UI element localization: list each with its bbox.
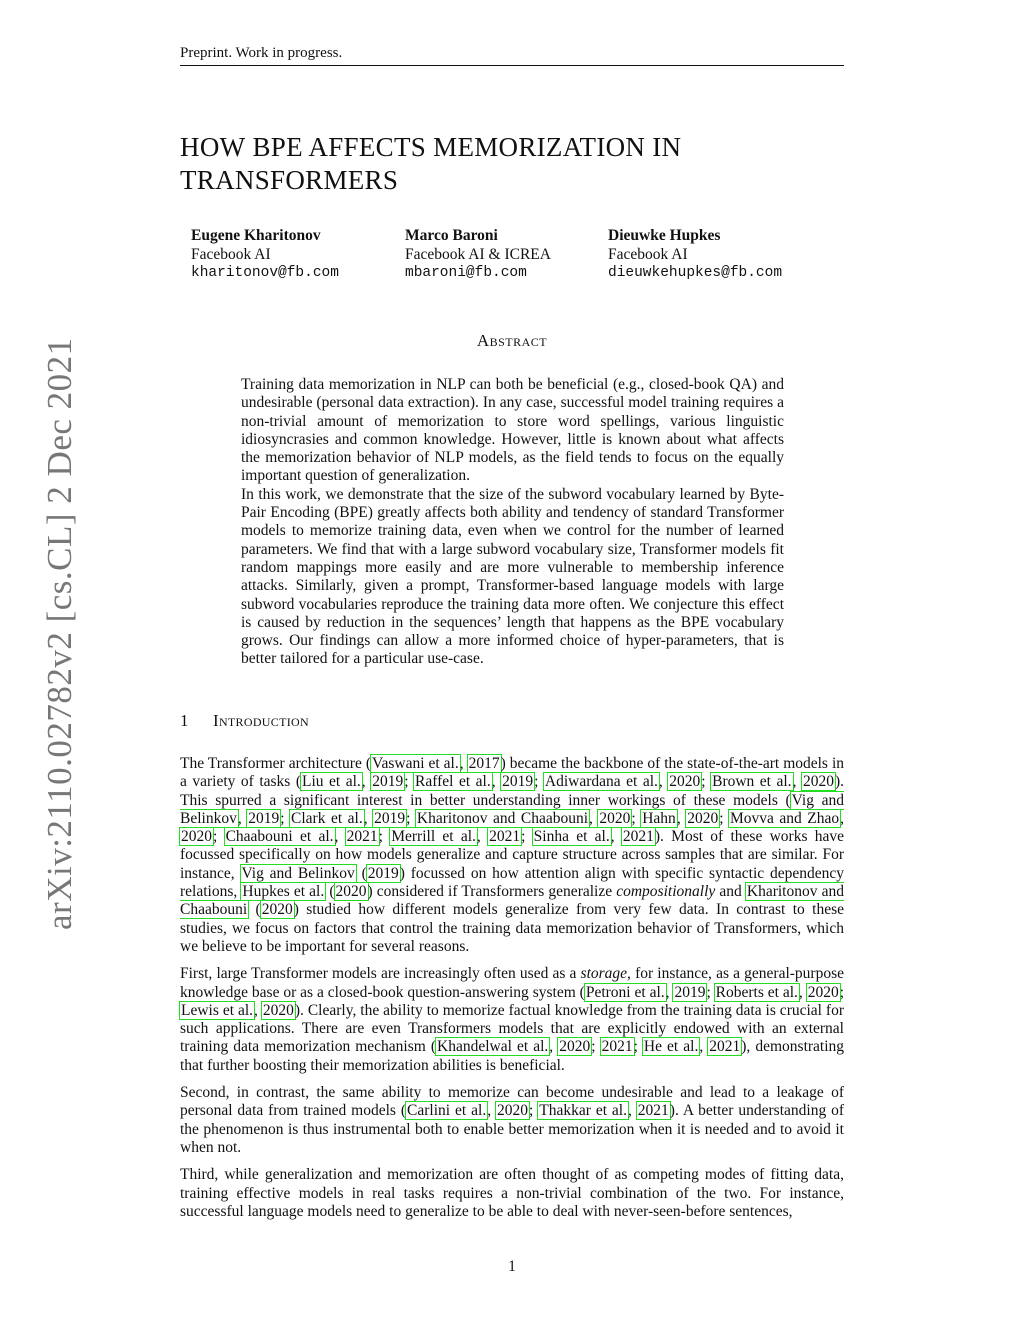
- citation-link[interactable]: Chaabouni et al.: [225, 828, 334, 846]
- citation-link[interactable]: 2019: [374, 809, 406, 827]
- citation-link[interactable]: Raffel et al.: [415, 773, 491, 791]
- citation-link[interactable]: 2020: [807, 983, 839, 1001]
- text-run: ,: [589, 809, 599, 827]
- text-run: ;: [701, 773, 712, 791]
- title-part: H: [180, 132, 200, 162]
- text-run: ,: [334, 828, 346, 846]
- citation-link[interactable]: 2021: [622, 828, 654, 846]
- citation-link[interactable]: Thakkar et al.: [539, 1102, 627, 1120]
- text-run: ). A better understanding of the phenomenon is thus instrumental both to enable better memorization when it is needed and to avoid it when not.: [180, 1102, 845, 1156]
- citation-link[interactable]: 2020: [687, 809, 719, 827]
- text-run: ) considered if Transformers generalize: [367, 883, 617, 901]
- text-run: ,: [237, 809, 248, 827]
- section-title: Introduction: [213, 711, 309, 730]
- citation-link[interactable]: Vaswani et al.: [371, 755, 459, 772]
- author-affiliation: Facebook AI: [608, 245, 688, 263]
- text-run: ,: [254, 1001, 262, 1019]
- author-email[interactable]: dieuwkehupkes@fb.com: [608, 265, 783, 281]
- text-run: ;: [521, 828, 533, 846]
- text-run: ,: [487, 1102, 497, 1120]
- citation-link[interactable]: Clark et al.: [291, 809, 363, 827]
- body-paragraph: [180, 1166, 844, 1221]
- citation-link[interactable]: Kharitonov and Chaabouni: [416, 809, 589, 827]
- text-run: ,: [459, 755, 468, 772]
- title-part: BPE A: [245, 132, 329, 162]
- citation-link[interactable]: 2020: [669, 773, 701, 791]
- author-name: Marco Baroni: [405, 227, 498, 244]
- text-run: ;: [280, 809, 291, 827]
- text-run: ,: [665, 983, 674, 1001]
- author-affiliation: Facebook AI: [191, 245, 271, 263]
- paper-title: [180, 131, 840, 197]
- citation-link[interactable]: Merrill et al.: [391, 828, 476, 846]
- text-run: (: [325, 883, 335, 901]
- citation-link[interactable]: He et al.: [643, 1038, 699, 1056]
- text-run: ;: [706, 983, 715, 1001]
- text-run: ,: [361, 773, 372, 791]
- text-run: ;: [839, 983, 845, 1001]
- section-heading: [180, 711, 309, 731]
- citation-link[interactable]: 2020: [262, 1001, 294, 1019]
- citation-link[interactable]: 2021: [346, 828, 378, 846]
- text-run: ) became the backbone of the state-of-the-art models in a variety of tasks (: [180, 755, 845, 791]
- text-run: ,: [699, 1038, 709, 1056]
- emphasis-text: storage: [580, 965, 628, 983]
- text-run: ,: [840, 809, 845, 827]
- body-paragraph: [180, 1084, 844, 1157]
- text-run: ,: [491, 773, 502, 791]
- section-number: 1: [180, 711, 189, 730]
- text-run: ;: [404, 773, 414, 791]
- emphasis-text: compositionally: [616, 883, 716, 901]
- author-block: [608, 227, 782, 283]
- citation-link[interactable]: 2021: [489, 828, 521, 846]
- text-run: ,: [792, 773, 802, 791]
- citation-link[interactable]: 2020: [599, 809, 631, 827]
- author-affiliation: Facebook AI & ICREA: [405, 245, 551, 263]
- text-run: ,: [798, 983, 807, 1001]
- text-run: ,: [676, 809, 687, 827]
- citation-link[interactable]: 2020: [802, 773, 834, 791]
- text-run: ;: [631, 809, 642, 827]
- citation-link[interactable]: 2020: [335, 883, 367, 901]
- text-run: and: [715, 883, 746, 901]
- author-email[interactable]: mbaroni@fb.com: [405, 265, 527, 281]
- introduction-body: [180, 755, 844, 1230]
- title-part: M: [426, 132, 458, 162]
- text-run: ;: [591, 1038, 601, 1056]
- citation-link[interactable]: 2019: [502, 773, 534, 791]
- text-run: (: [355, 864, 367, 882]
- text-run: ). Most of these works have focussed specifically on how models generalize and capture structure across samples that are similar. For instance,: [180, 828, 845, 882]
- text-run: Second, in contrast, the same ability to memorize can become undesirable and lead to a leakage of personal data from trained models (: [180, 1084, 844, 1120]
- citation-link[interactable]: Vig and Belinkov: [241, 864, 355, 882]
- citation-link[interactable]: Vig and Belinkov: [180, 791, 844, 827]
- citation-link[interactable]: 2020: [497, 1102, 529, 1120]
- citation-link[interactable]: Hahn: [642, 809, 676, 827]
- text-run: The Transformer architecture (: [180, 755, 371, 772]
- citation-link[interactable]: 2019: [367, 864, 399, 882]
- text-run: (: [248, 901, 261, 919]
- arxiv-identifier-stamp: arXiv:2110.02782v2 [cs.CL] 2 Dec 2021: [40, 337, 79, 930]
- text-run: ,: [627, 1102, 637, 1120]
- text-run: Third, while generalization and memorization are often thought of as competing modes of fitting data, training effective models in real tasks requires a non-trivial combination of the two. For instance, successful language models need to generalize to be able to deal with never-seen-before sentences,: [180, 1166, 844, 1220]
- text-run: ,: [610, 828, 622, 846]
- author-email[interactable]: kharitonov@fb.com: [191, 265, 339, 281]
- citation-link[interactable]: 2020: [559, 1038, 591, 1056]
- text-run: ), demonstrating that further boosting their memorization abilities is beneficial.: [180, 1038, 845, 1074]
- abstract-body: [241, 376, 784, 669]
- citation-link[interactable]: Movva and Zhao: [730, 809, 840, 827]
- header-rule: [180, 65, 844, 66]
- citation-link[interactable]: Brown et al.: [712, 773, 792, 791]
- text-run: ) focussed on how attention align with specific syntactic dependency relations,: [180, 864, 844, 901]
- text-run: ). This spurred a significant interest in better understanding inner workings of these models (: [180, 773, 844, 809]
- citation-link[interactable]: Adiwardana et al.: [544, 773, 658, 791]
- text-run: ;: [378, 828, 391, 846]
- running-header: Preprint. Work in progress.: [180, 45, 343, 61]
- citation-link[interactable]: Sinha et al.: [533, 828, 610, 846]
- text-run: ,: [476, 828, 489, 846]
- title-part: OW: [199, 132, 246, 162]
- author-name: Eugene Kharitonov: [191, 227, 321, 244]
- text-run: ;: [529, 1102, 539, 1120]
- text-run: ) studied how different models generalize from very few data. In contrast to these studies, we focus on factors that control the training data memorization behavior of Transformers, which we believe to be important for several reasons.: [180, 901, 844, 955]
- citation-link[interactable]: 2021: [637, 1102, 669, 1120]
- citation-link[interactable]: Petroni et al.: [585, 983, 665, 1001]
- citation-link[interactable]: 2019: [372, 773, 404, 791]
- text-run: First, large Transformer models are increasingly often used as a: [180, 965, 581, 983]
- text-run: , for instance, as a general-purpose knowledge base or as a closed-book question-answering system (: [180, 965, 844, 1001]
- text-run: ;: [213, 828, 225, 846]
- citation-link[interactable]: Khandelwal et al.: [437, 1038, 549, 1056]
- citation-link[interactable]: Roberts et al.: [715, 983, 798, 1001]
- citation-link[interactable]: Hupkes et al.: [242, 883, 325, 901]
- body-paragraph: [180, 965, 844, 1075]
- author-block: [191, 227, 339, 283]
- author-block: [405, 227, 551, 283]
- text-run: ,: [658, 773, 669, 791]
- citation-link[interactable]: 2017: [468, 755, 500, 772]
- text-run: ;: [719, 809, 729, 827]
- abstract-paragraph: In this work, we demonstrate that the size of the subword vocabulary learned by Byte-Pair Encoding (BPE) greatly affects both ability and tendency of standard Transformer models to memorize training data, even when we control for the number of learned parameters. We find that with a large subword vocabulary size, Transformer models fit random mappings more easily and are more vulnerable to membership inference attacks. Similarly, given a prompt, Transformer-based language models with large subword vocabularies reproduce the training data more often. We conjecture this effect is caused by reduction in the sequences’ length that happens as the BPE vocabulary grows. Our findings can allow a more informed choice of hyper-parameters, that is better tailored for a particular use-case.: [241, 485, 784, 668]
- author-name: Dieuwke Hupkes: [608, 227, 721, 244]
- text-run: ,: [363, 809, 374, 827]
- citation-link[interactable]: Kharitonov and Chaabouni: [180, 883, 844, 919]
- title-part: EMORIZATION IN: [457, 132, 682, 162]
- title-part: T: [180, 165, 197, 195]
- text-run: ;: [633, 1038, 643, 1056]
- page-number: 1: [508, 1258, 516, 1275]
- citation-link[interactable]: 2021: [709, 1038, 741, 1056]
- citation-link[interactable]: 2019: [248, 809, 280, 827]
- citation-link[interactable]: Lewis et al.: [181, 1001, 254, 1019]
- citation-link[interactable]: 2020: [181, 828, 212, 846]
- title-part: RANSFORMERS: [196, 165, 399, 195]
- text-run: ;: [406, 809, 416, 827]
- citation-link[interactable]: 2020: [261, 901, 293, 919]
- text-run: ). Clearly, the ability to memorize factual knowledge from the training data is crucial for such applications. There are even Transformers models that are explicitly endowed with an external training data memorization mechanism (: [180, 1001, 844, 1056]
- title-part: FFECTS: [328, 132, 427, 162]
- abstract-heading: Abstract: [476, 331, 548, 350]
- citation-link[interactable]: Carlini et al.: [407, 1102, 487, 1120]
- citation-link[interactable]: Liu et al.: [302, 773, 361, 791]
- body-paragraph: [180, 755, 844, 956]
- citation-link[interactable]: 2019: [674, 983, 706, 1001]
- abstract-paragraph: Training data memorization in NLP can both be beneficial (e.g., closed-book QA) and undesirable (personal data extraction). In any case, successful model training requires a non-trivial amount of memorization to store word spellings, various linguistic idiosyncrasies and common knowledge. However, little is known about what affects the memorization behavior of NLP models, as the field tends to focus on the equally important question of generalization.: [241, 376, 784, 485]
- citation-link[interactable]: 2021: [601, 1038, 633, 1056]
- text-run: ;: [534, 773, 544, 791]
- text-run: ,: [549, 1038, 559, 1056]
